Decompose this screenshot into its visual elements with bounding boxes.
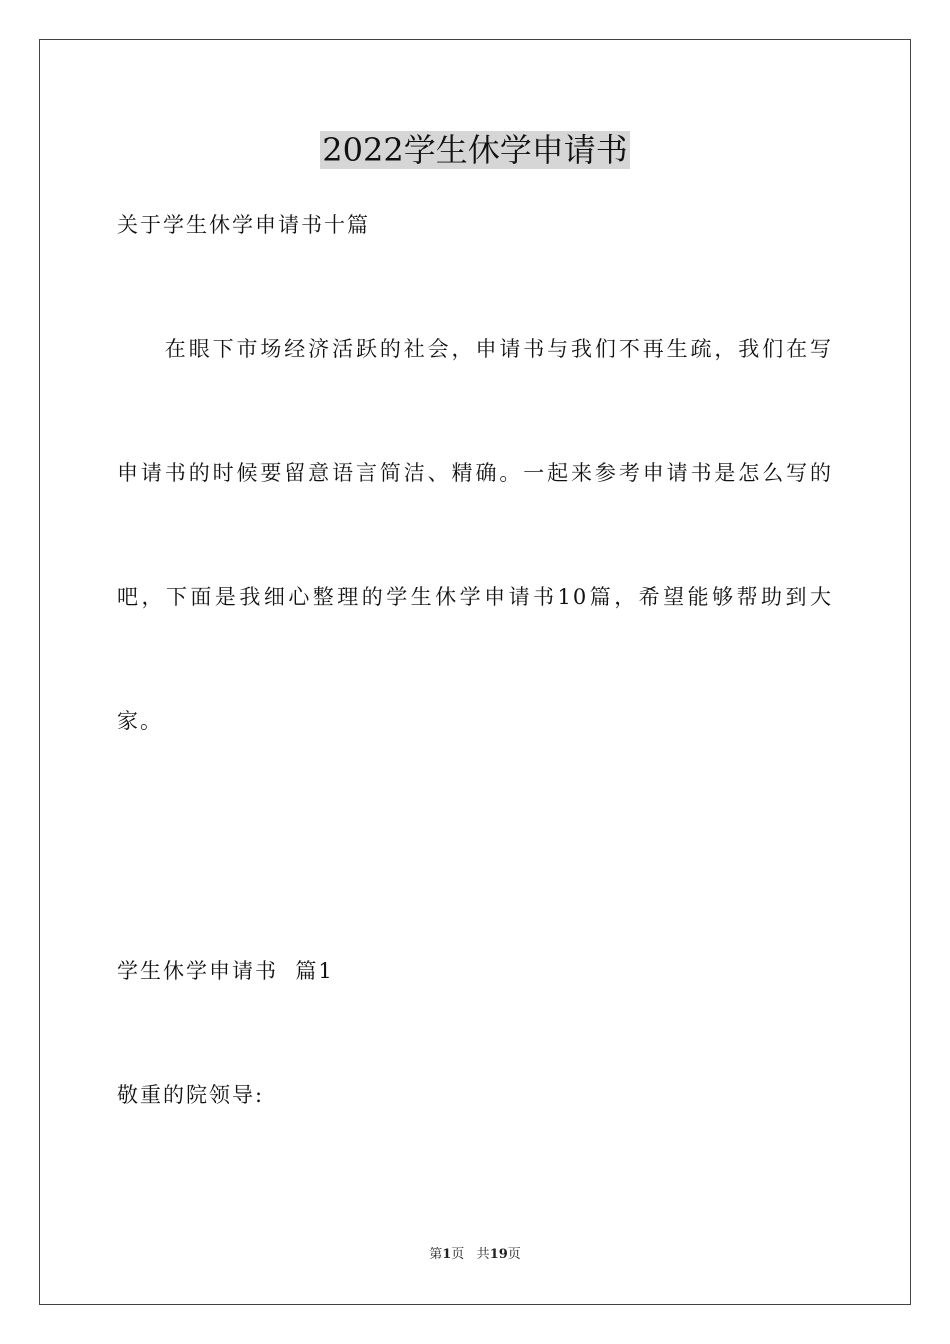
section-heading: 学生休学申请书 篇1 xyxy=(117,959,334,983)
footer-page-prefix: 第 xyxy=(429,1247,443,1262)
intro-line-1: 在眼下市场经济活跃的社会，申请书与我们不再生疏，我们在写 xyxy=(117,337,833,361)
footer-total-pages: 19 xyxy=(489,1247,508,1262)
intro-line-2: 申请书的时候要留意语言简洁、精确。一起来参考申请书是怎么写的 xyxy=(117,461,833,485)
intro-line-3: 吧，下面是我细心整理的学生休学申请书10篇，希望能够帮助到大 xyxy=(117,585,833,609)
footer-total-prefix: 共 xyxy=(476,1247,490,1262)
footer-page-suffix: 页 xyxy=(451,1247,465,1262)
document-title xyxy=(0,126,950,174)
footer-total-suffix: 页 xyxy=(507,1247,521,1262)
footer-page-number: 1 xyxy=(442,1247,452,1262)
document-subtitle: 关于学生休学申请书十篇 xyxy=(117,213,370,237)
salutation: 敬重的院领导: xyxy=(117,1083,265,1107)
intro-line-4: 家。 xyxy=(117,709,163,733)
title-text: 2022学生休学申请书 xyxy=(322,131,628,169)
page-footer xyxy=(0,1246,950,1264)
